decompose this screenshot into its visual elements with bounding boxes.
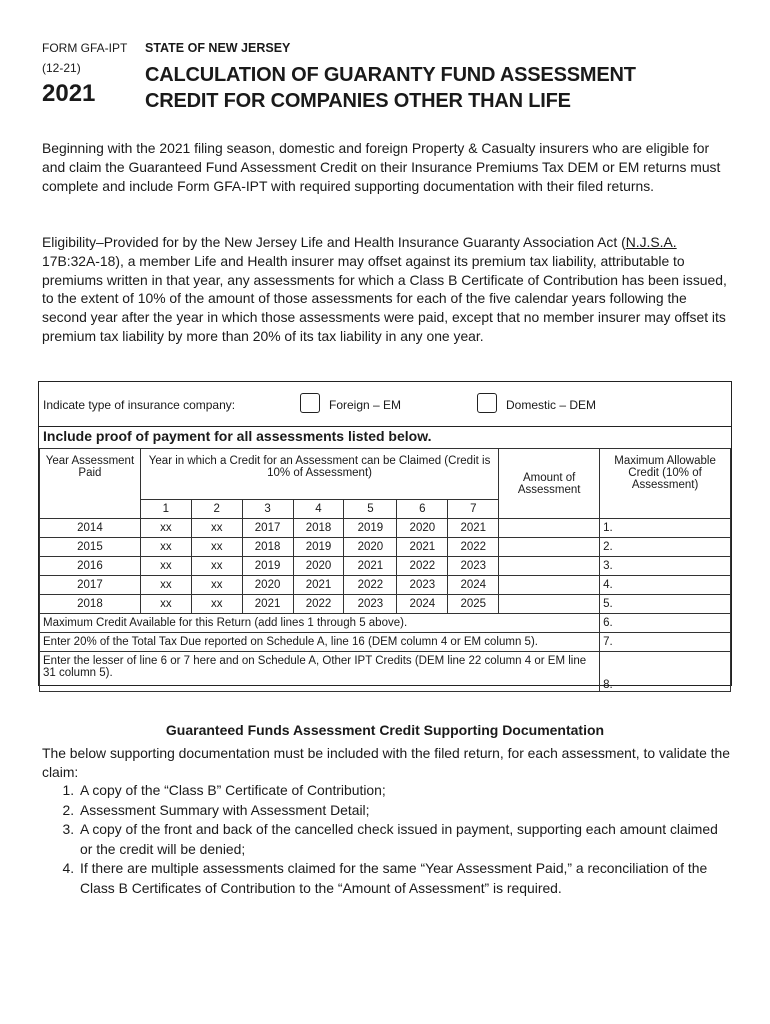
year-cell: 2021 [242, 595, 293, 614]
year-cell: xx [140, 538, 191, 557]
state-name: STATE OF NEW JERSEY [145, 41, 291, 55]
line-8-row [40, 652, 731, 692]
year-cell: 2022 [448, 538, 499, 557]
sub-col-header: 1 [140, 500, 191, 519]
njsa-link[interactable]: N.J.S.A. [625, 234, 677, 250]
year-cell: 2018 [242, 538, 293, 557]
line-6-row [40, 614, 731, 633]
line-7-input[interactable]: 7. [600, 633, 731, 652]
year-cell: xx [191, 576, 242, 595]
domestic-dem-checkbox[interactable] [477, 393, 497, 413]
supporting-doc-intro: The below supporting documentation must be included with the filed return, for each assessment, to validate the claim: [42, 745, 730, 780]
year-cell: 2021 [397, 538, 448, 557]
amount-input[interactable] [499, 519, 600, 538]
year-cell: xx [140, 595, 191, 614]
form-year: 2021 [42, 80, 96, 107]
year-cell: 2025 [448, 595, 499, 614]
max-credit-line-3[interactable]: 3. [600, 557, 731, 576]
page-title [145, 62, 636, 114]
line-7-label: Enter 20% of the Total Tax Due reported on Schedule A, line 16 (DEM column 4 or EM column 5). [40, 633, 600, 652]
year-cell: xx [140, 519, 191, 538]
max-credit-line-4[interactable]: 4. [600, 576, 731, 595]
year-paid-cell: 2016 [40, 557, 141, 576]
eligibility-prefix: Eligibility–Provided for by the New Jersey Life and Health Insurance Guaranty Association Act ( [42, 234, 626, 250]
year-cell: 2021 [293, 576, 344, 595]
form-id: FORM GFA-IPT [42, 41, 128, 55]
sub-col-header: 4 [293, 500, 344, 519]
year-cell: 2019 [242, 557, 293, 576]
table-row [40, 557, 731, 576]
max-credit-line-2[interactable]: 2. [600, 538, 731, 557]
assessment-table [39, 448, 731, 692]
year-cell: 2020 [242, 576, 293, 595]
table-row [40, 595, 731, 614]
sub-col-header: 3 [242, 500, 293, 519]
eligibility-paragraph [42, 233, 732, 346]
sub-col-header: 7 [448, 500, 499, 519]
year-cell: 2023 [344, 595, 397, 614]
amount-input[interactable] [499, 595, 600, 614]
assessment-form-box [38, 381, 732, 691]
line-6-input[interactable]: 6. [600, 614, 731, 633]
year-cell: 2017 [242, 519, 293, 538]
list-item: 4. If there are multiple assessments claimed for the same “Year Assessment Paid,” a reconciliation of the Class B Certificates of Contribution to the “Amount of Assessment” is required. [78, 859, 732, 898]
year-cell: 2020 [397, 519, 448, 538]
list-item: 3. A copy of the front and back of the cancelled check issued in payment, supporting each amount claimed or the credit will be denied; [78, 820, 732, 859]
col-header-year-paid: Year Assessment Paid [40, 449, 141, 519]
year-cell: xx [191, 595, 242, 614]
sub-col-header: 6 [397, 500, 448, 519]
domestic-dem-label: Domestic – DEM [506, 398, 597, 412]
line-6-label: Maximum Credit Available for this Return (add lines 1 through 5 above). [40, 614, 600, 633]
line-8-label: Enter the lesser of line 6 or 7 here and on Schedule A, Other IPT Credits (DEM line 22 column 4 or EM line 31 column 5). [40, 652, 600, 692]
year-cell: xx [191, 538, 242, 557]
table-row [40, 519, 731, 538]
year-cell: 2022 [344, 576, 397, 595]
amount-input[interactable] [499, 576, 600, 595]
supporting-doc-list [42, 781, 732, 898]
year-cell: 2022 [397, 557, 448, 576]
max-credit-line-1[interactable]: 1. [600, 519, 731, 538]
amount-input[interactable] [499, 538, 600, 557]
year-cell: 2020 [293, 557, 344, 576]
form-revision: (12-21) [42, 61, 81, 75]
table-row [40, 538, 731, 557]
year-cell: 2021 [344, 557, 397, 576]
company-type-row [39, 382, 731, 427]
table-row [40, 576, 731, 595]
proof-of-payment-note: Include proof of payment for all assessments listed below. [43, 428, 432, 444]
sub-col-header: 2 [191, 500, 242, 519]
max-credit-line-5[interactable]: 5. [600, 595, 731, 614]
year-cell: 2020 [344, 538, 397, 557]
year-cell: 2019 [293, 538, 344, 557]
foreign-em-label: Foreign – EM [329, 398, 402, 412]
year-paid-cell: 2014 [40, 519, 141, 538]
year-cell: 2022 [293, 595, 344, 614]
year-cell: xx [140, 576, 191, 595]
year-cell: 2019 [344, 519, 397, 538]
year-paid-cell: 2015 [40, 538, 141, 557]
col-header-year-claimed: Year in which a Credit for an Assessment can be Claimed (Credit is 10% of Assessment) [140, 449, 498, 500]
line-8-input[interactable]: 8. [600, 652, 731, 692]
year-cell: xx [191, 519, 242, 538]
year-cell: 2018 [293, 519, 344, 538]
year-paid-cell: 2017 [40, 576, 141, 595]
year-cell: 2021 [448, 519, 499, 538]
title-line-1: CALCULATION OF GUARANTY FUND ASSESSMENT [145, 64, 636, 86]
year-cell: 2024 [397, 595, 448, 614]
year-paid-cell: 2018 [40, 595, 141, 614]
intro-paragraph: Beginning with the 2021 filing season, domestic and foreign Property & Casualty insurers who are eligible for and claim the Guaranteed Fund Assessment Credit on their Insurance Premiums Tax DEM or EM returns must complete and include Form GFA-IPT with required supporting documentation with their filed returns. [42, 140, 721, 194]
title-line-2: CREDIT FOR COMPANIES OTHER THAN LIFE [145, 90, 571, 112]
company-type-label: Indicate type of insurance company: [43, 398, 236, 412]
amount-input[interactable] [499, 557, 600, 576]
col-header-max-credit: Maximum Allowable Credit (10% of Assessment) [600, 449, 731, 519]
list-item: 1. A copy of the “Class B” Certificate of Contribution; [78, 781, 732, 801]
eligibility-text: 17B:32A-18), a member Life and Health insurer may offset against its premium tax liability, attributable to premiums written in that year, any assessments for which a Class B Certificate of Contribution has been issued, to the extent of 10% of the amount of those assessments for each of the five calendar years following the second year after the year in which those assessments were paid, except that no member insurer may offset its premium tax liability by more than 20% of its tax liability in any one year. [42, 252, 727, 344]
col-header-amount: Amount of Assessment [499, 449, 600, 519]
sub-col-header: 5 [344, 500, 397, 519]
year-cell: xx [140, 557, 191, 576]
year-cell: 2023 [448, 557, 499, 576]
supporting-doc-heading: Guaranteed Funds Assessment Credit Supporting Documentation [165, 722, 605, 738]
foreign-em-checkbox[interactable] [300, 393, 320, 413]
list-item: 2. Assessment Summary with Assessment Detail; [78, 801, 732, 821]
line-7-row [40, 633, 731, 652]
year-cell: 2023 [397, 576, 448, 595]
year-cell: 2024 [448, 576, 499, 595]
year-cell: xx [191, 557, 242, 576]
